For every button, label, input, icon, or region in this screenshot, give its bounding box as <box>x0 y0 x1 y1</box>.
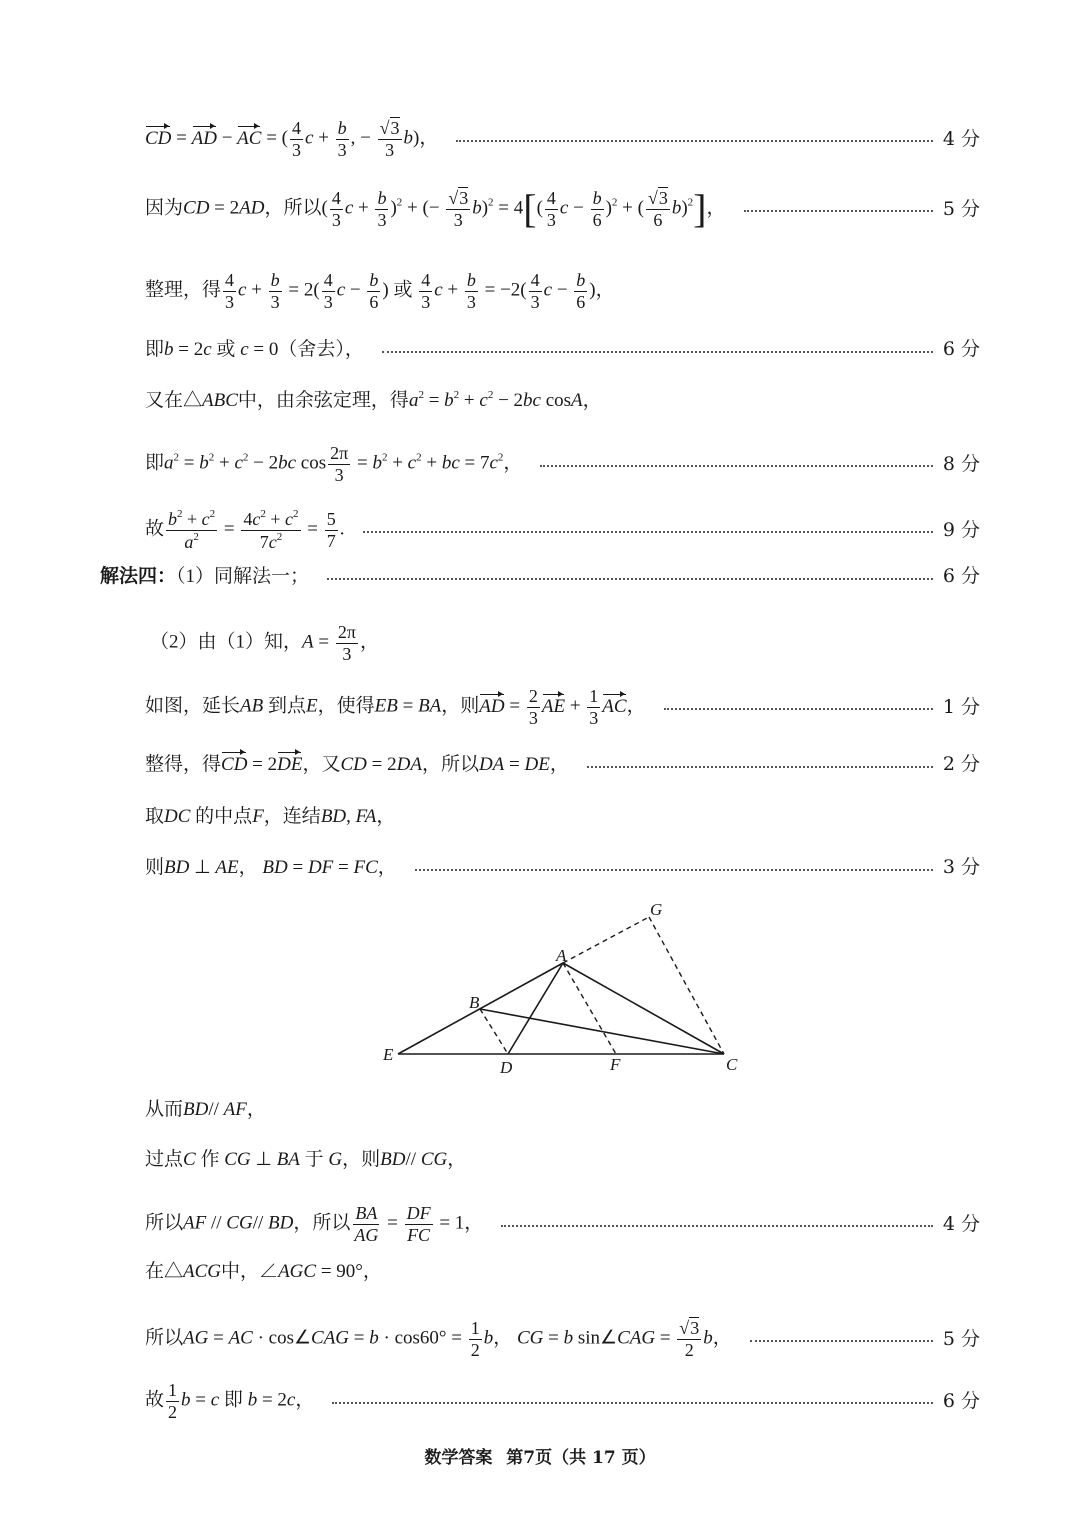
formula: 所以AF // CG// BD，所以 $\frac{BA}{AG}$ = $\frac{DF}{FC}$ = 1， <box>145 1203 484 1245</box>
segment-ac <box>563 963 724 1054</box>
dot-leader <box>664 708 933 710</box>
formula: 所以AG = AC · cos∠CAG = b · cos60° = $\frac{1}{2}$ b， CG = b sin∠CAG = $\frac{√3}{2}$ b， <box>145 1318 732 1360</box>
segment-ag <box>563 917 649 963</box>
text: ，连结 <box>263 806 321 827</box>
text: 故 <box>145 518 165 540</box>
text: 从而 <box>145 1099 184 1120</box>
text: 因为 <box>145 197 184 219</box>
text: 过点 <box>145 1149 184 1170</box>
dot-leader <box>415 869 933 871</box>
segment-bd <box>480 1009 508 1054</box>
text: ，则 <box>441 695 480 717</box>
formula: 取DC 的中点F，连结BD, FA， <box>145 806 396 827</box>
score-label: 6 分 <box>942 1389 980 1412</box>
text: ，则 <box>342 1149 381 1170</box>
line-cd-vector <box>145 118 980 160</box>
line-ag-cg <box>145 1318 980 1360</box>
point-label-e: E <box>383 1045 394 1064</box>
formula: 又在△ABC中，由余弦定理，得$a^2 = b^2 + c^2 - 2bc$ cosA， <box>145 389 602 411</box>
text: 整理，得 <box>145 279 222 301</box>
dot-leader <box>587 766 933 768</box>
score-label: 4 分 <box>942 127 980 150</box>
formula: 在△ACG中，∠AGC = 90°， <box>145 1261 382 1282</box>
text: 则 <box>145 857 165 878</box>
text: 所以 <box>145 1327 184 1349</box>
text: （1）同解法一； <box>176 566 310 587</box>
line-cd-2ad <box>145 188 980 230</box>
dot-leader <box>540 465 932 467</box>
dot-leader <box>456 140 933 142</box>
text: （舍去）， <box>278 339 364 360</box>
line-extend-ab <box>145 686 980 728</box>
formula: （2）由（1）知，A = $\frac{2\pi}{3}$ ， <box>150 622 379 664</box>
text: 的中点 <box>195 806 253 827</box>
text: 故 <box>145 1389 165 1411</box>
formula: 如图，延长AB 到点E，使得EB = BA，则AD = $\frac{2}{3}$ AE + $\frac{1}{3}$ AC， <box>145 686 646 728</box>
dot-leader <box>750 1340 933 1342</box>
score-label: 6 分 <box>942 565 980 587</box>
formula: 整得，得CD = 2DE，又CD = 2DA，所以DA = DE， <box>145 754 569 775</box>
line-bd-perp <box>145 858 980 877</box>
text: 所以 <box>145 1212 184 1234</box>
dot-leader <box>363 531 933 533</box>
text: 中， <box>221 1261 260 1282</box>
score-label: 9 分 <box>942 518 980 541</box>
point-label-d: D <box>500 1058 513 1077</box>
segment-af <box>563 963 616 1054</box>
formula: 因为CD = 2AD，所以( $\frac{4}{3}$ c + $\frac{b}{3}$ )$^2$ + (− $\frac{√3}{3}$ b)$^2$ = 4[( $\frac{4}{3}$ c − $\frac{b}{6}$ )$^2$ + ( $\frac{√3}{6}$ b)$^2$]， <box>145 186 726 232</box>
line-method-four <box>100 567 980 586</box>
text: 又在 <box>145 390 184 411</box>
text: ，使得 <box>317 695 375 717</box>
text: 于 <box>304 1149 324 1170</box>
line-cosine-law <box>145 390 980 410</box>
text: 即 <box>145 452 165 474</box>
formula: CD = AD − AC = ( $\frac{4}{3}$ c + $\frac{b}{3}$ , − $\frac{√3}{3}$ b)， <box>145 118 439 160</box>
score-label: 4 分 <box>942 1212 980 1235</box>
score-label: 5 分 <box>942 1327 980 1350</box>
line-cd-2de <box>145 755 980 774</box>
dot-leader <box>501 1225 933 1227</box>
line-bd-parallel-af <box>145 1100 980 1119</box>
text: 取 <box>145 806 165 827</box>
formula: 即$a^2 = b^2 + c^2 - 2bc$ cos $\frac{2\pi}{3}$ = $b^2 + c^2$ + bc = $7c^2$， <box>145 443 523 485</box>
formula: 即b = 2c 或 c = 0（舍去）， <box>145 339 364 360</box>
text: 如图，延长 <box>145 695 241 717</box>
footer-page-number: 第7页（共 17 页） <box>506 1448 656 1468</box>
point-label-g: G <box>650 900 663 919</box>
point-label-b: B <box>469 993 480 1012</box>
footer-subject: 数学答案 <box>424 1448 493 1468</box>
formula <box>100 567 309 586</box>
text: 或 <box>216 339 236 360</box>
formula: 从而BD// AF， <box>145 1099 266 1120</box>
line-simplify <box>145 270 980 312</box>
text: ，所以 <box>293 1212 351 1234</box>
segment-bc <box>480 1009 724 1054</box>
point-label-f: F <box>610 1055 621 1074</box>
text: ，所以 <box>421 754 479 775</box>
point-label-a: A <box>556 946 567 965</box>
line-triangle-acg <box>145 1262 980 1281</box>
score-label: 2 分 <box>942 753 980 775</box>
point-label-c: C <box>726 1055 738 1074</box>
text: ，又 <box>302 754 341 775</box>
formula: 故 $\frac{b^2 + c^2}{a^2}$ = $\frac{4c^2 + c^2}{7c^2}$ = $\frac{5}{7}$ . <box>145 508 345 552</box>
dot-leader <box>327 578 933 580</box>
score-label: 6 分 <box>942 338 980 360</box>
page-footer <box>0 1443 1080 1468</box>
text: 即 <box>223 1389 243 1411</box>
dot-leader <box>382 351 933 353</box>
line-a-squared <box>145 443 980 485</box>
text: 在 <box>145 1261 165 1282</box>
dot-leader <box>332 1402 933 1404</box>
text: ，所以 <box>264 197 322 219</box>
dot-leader <box>744 210 933 212</box>
text: 即 <box>145 339 165 360</box>
text: 整得，得 <box>145 754 222 775</box>
formula: 故 $\frac{1}{2}$ b = c 即 b = 2c， <box>145 1380 315 1422</box>
method-heading: 解法四： <box>100 566 177 587</box>
text: 作 <box>200 1149 220 1170</box>
line-ratio-ba-ag <box>145 1203 980 1245</box>
line-cg-perp <box>145 1150 980 1169</box>
formula: 整理，得 $\frac{4}{3}$ c + $\frac{b}{3}$ = 2( $\frac{4}{3}$ c − $\frac{b}{6}$ ) 或 $\frac{4}{3}$ c + $\frac{b}{3}$ = −2( $\frac{4}{3}$ c − $\frac{b}{6}$ )， <box>145 270 615 312</box>
text: 中，由余弦定理，得 <box>237 390 409 411</box>
text: 到点 <box>267 695 306 717</box>
line-result-ratio <box>145 508 980 552</box>
segment-ad <box>508 963 563 1054</box>
score-label: 3 分 <box>942 856 980 878</box>
geometry-figure <box>380 895 750 1080</box>
formula: 过点C 作 CG ⊥ BA 于 G，则BD// CG， <box>145 1149 467 1170</box>
line-half-b-equals-c <box>145 1380 980 1422</box>
text: （2）由（1）知， <box>150 631 303 653</box>
score-label: 8 分 <box>942 452 980 475</box>
line-b-2c <box>145 340 980 359</box>
line-midpoint-f <box>145 807 980 826</box>
score-label: 5 分 <box>942 197 980 220</box>
line-part-two <box>150 622 980 664</box>
score-label: 1 分 <box>942 695 980 718</box>
formula: 则BD ⊥ AE， BD = DF = FC， <box>145 857 397 878</box>
text: 或 <box>393 279 413 301</box>
